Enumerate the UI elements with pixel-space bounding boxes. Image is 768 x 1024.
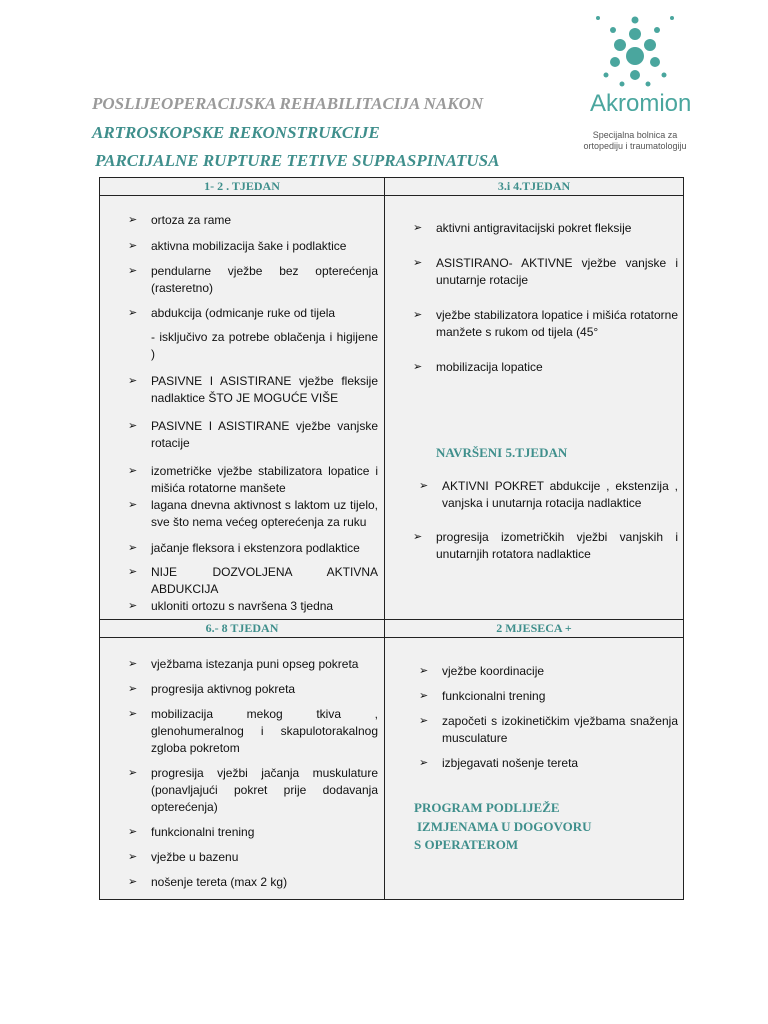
arrow-bullet-icon: ➢ — [413, 361, 423, 373]
arrow-bullet-icon: ➢ — [128, 767, 138, 779]
list-item: ➢ izometričke vježbe stabilizatora lopatice i mišića rotatorne manšete — [128, 464, 378, 495]
list-item: ➢ PASIVNE I ASISTIRANE vježbe fleksije nadlaktice ŠTO JE MOGUĆE VIŠE — [128, 374, 378, 405]
program-note-line-1: PROGRAM PODLIJEŽE — [414, 800, 560, 815]
header-months-2: 2 MJESECA + — [496, 621, 572, 635]
list-months-2 — [419, 663, 678, 772]
arrow-bullet-icon: ➢ — [128, 708, 138, 720]
column-divider — [384, 178, 385, 899]
program-note-line-2: IZMJENAMA U DOGOVORU — [417, 819, 592, 834]
arrow-bullet-icon: ➢ — [128, 683, 138, 695]
arrow-bullet-icon: ➢ — [128, 265, 138, 277]
list-item: ➢ jačanje fleksora i ekstenzora podlaktice — [128, 541, 360, 555]
title-line-2: ARTROSKOPSKE REKONSTRUKCIJE — [92, 123, 380, 142]
list-item: ➢ AKTIVNI POKRET abdukcije , ekstenzija , vanjska i unutarnja rotacija nadlaktice — [419, 479, 678, 510]
list-item: ➢ progresija vježbi jačanja muskulature (ponavljajući pokret prije dodavanja opterećenja) — [128, 766, 378, 814]
arrow-bullet-icon: ➢ — [128, 658, 138, 670]
rehab-table — [99, 177, 684, 900]
logo-tagline — [560, 130, 710, 152]
abduction-note: - isključivo za potrebe oblačenja i higijene ) — [151, 330, 378, 361]
logo-name: Akromion — [590, 90, 692, 117]
arrow-bullet-icon: ➢ — [413, 531, 423, 543]
list-item: ➢ vježbe koordinacije — [419, 664, 545, 678]
arrow-bullet-icon: ➢ — [128, 851, 138, 863]
title-line-1: POSLIJEOPERACIJSKA REHABILITACIJA NAKON — [92, 94, 484, 113]
header-weeks-6-8: 6.- 8 TJEDAN — [205, 621, 279, 635]
list-item: ➢ PASIVNE I ASISTIRANE vježbe vanjske rotacije — [128, 419, 378, 450]
list-item: ➢ mobilizacija lopatice — [413, 360, 543, 374]
list-weeks-3-4 — [413, 220, 678, 376]
arrow-bullet-icon: ➢ — [419, 715, 429, 727]
logo-tagline-1: Specijalna bolnica za — [592, 130, 678, 140]
header-weeks-3-4: 3.i 4.TJEDAN — [497, 179, 571, 193]
arrow-bullet-icon: ➢ — [128, 307, 138, 319]
list-item: ➢ započeti s izokinetičkim vježbama snaženja musculature — [419, 714, 678, 745]
row-divider — [100, 195, 683, 196]
logo-tagline-2: ortopediju i traumatologiju — [583, 141, 687, 151]
section-heading-week-5: NAVRŠENI 5.TJEDAN — [436, 445, 568, 460]
arrow-bullet-icon: ➢ — [128, 542, 138, 554]
list-item: ➢ progresija aktivnog pokreta — [128, 682, 296, 696]
arrow-bullet-icon: ➢ — [128, 420, 138, 432]
list-item: ➢ NIJE DOZVOLJENA AKTIVNA ABDUKCIJA — [128, 565, 378, 596]
arrow-bullet-icon: ➢ — [413, 257, 423, 269]
list-item: ➢ ortoza za rame — [128, 213, 232, 227]
header-weeks-1-2: 1- 2 . TJEDAN — [204, 179, 280, 193]
list-weeks-1-2 — [128, 212, 378, 322]
list-weeks-6-8 — [128, 656, 378, 891]
title-line-3: PARCIJALNE RUPTURE TETIVE SUPRASPINATUSA — [95, 151, 500, 170]
row-divider — [100, 637, 683, 638]
list-item: ➢ funkcionalni trening — [128, 825, 255, 839]
arrow-bullet-icon: ➢ — [128, 214, 138, 226]
list-item: ➢ nošenje tereta (max 2 kg) — [128, 875, 288, 889]
arrow-bullet-icon: ➢ — [128, 240, 138, 252]
list-week-5 — [419, 478, 678, 512]
list-item: ➢ mobilizacija mekog tkiva , glenohumeralnog i skapulotorakalnog zgloba pokretom — [128, 707, 378, 755]
program-note-line-3: S OPERATEROM — [414, 837, 519, 852]
list-item: ➢ izbjegavati nošenje tereta — [419, 756, 579, 770]
list-item: ➢ pendularne vježbe bez opterećenja (rasteretno) — [128, 264, 378, 295]
arrow-bullet-icon: ➢ — [413, 309, 423, 321]
arrow-bullet-icon: ➢ — [419, 690, 429, 702]
list-item: ➢ vježbama istezanja puni opseg pokreta — [128, 657, 359, 671]
akromion-logo — [560, 12, 720, 162]
arrow-bullet-icon: ➢ — [128, 876, 138, 888]
list-item: ➢ funkcionalni trening — [419, 689, 546, 703]
list-week-5-cont — [413, 529, 678, 563]
arrow-bullet-icon: ➢ — [128, 499, 138, 511]
arrow-bullet-icon: ➢ — [419, 665, 429, 677]
list-item: ➢ aktivna mobilizacija šake i podlaktice — [128, 239, 347, 253]
arrow-bullet-icon: ➢ — [419, 757, 429, 769]
arrow-bullet-icon: ➢ — [128, 375, 138, 387]
list-item: ➢ vježbe stabilizatora lopatice i mišića rotatorne manžete s rukom od tijela (45° — [413, 308, 678, 339]
arrow-bullet-icon: ➢ — [128, 465, 138, 477]
arrow-bullet-icon: ➢ — [128, 600, 138, 612]
list-item: ➢ aktivni antigravitacijski pokret fleksije — [413, 221, 632, 235]
list-weeks-1-2-cont — [128, 373, 378, 615]
arrow-bullet-icon: ➢ — [128, 826, 138, 838]
list-item: ➢ ukloniti ortozu s navršena 3 tjedna — [128, 599, 334, 613]
arrow-bullet-icon: ➢ — [128, 566, 138, 578]
logo-dots-icon — [560, 12, 720, 92]
list-item: ➢ lagana dnevna aktivnost s laktom uz tijelo, sve što nema većeg opterećenja za ruku — [128, 498, 378, 529]
list-item: ➢ progresija izometričkih vježbi vanjskih i unutarnjih rotatora nadlaktice — [413, 530, 678, 561]
list-item: ➢ ASISTIRANO- AKTIVNE vježbe vanjske i unutarnje rotacije — [413, 256, 678, 287]
list-item: ➢ vježbe u bazenu — [128, 850, 239, 864]
arrow-bullet-icon: ➢ — [419, 480, 429, 492]
arrow-bullet-icon: ➢ — [413, 222, 423, 234]
list-item: ➢ abdukcija (odmicanje ruke od tijela — [128, 306, 336, 320]
